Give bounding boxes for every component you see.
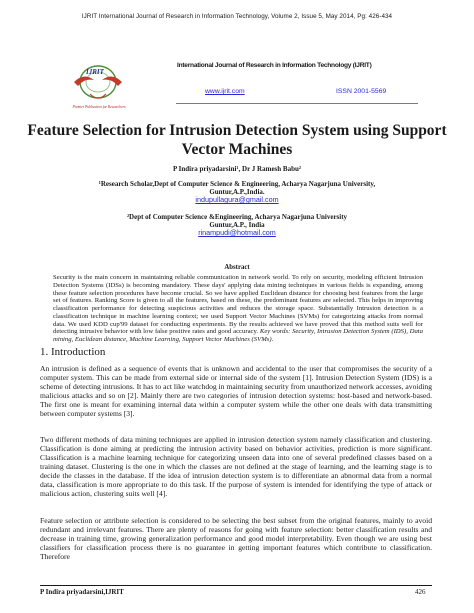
- affiliation-2-line-1: ²Dept of Computer Science &Engineering, Acharya Nagarjuna University: [126, 213, 348, 221]
- affiliation-1-line-1: ¹Research Scholar,Dept of Computer Science & Engineering, Acharya Nagarjuna University,: [98, 180, 376, 188]
- intro-paragraph-3: Feature selection or attribute selection is considered to be selecting the best subset from the original features, mainly to avoid redundant and irrelevant features. There are plenty of reasons for going with feature selection: better classification results and decrease in training time, growing generalization performance and good model interpretability. Even though we are using best classifiers for classification process there is no guarantee in getting important features which contribute to classification. Therefore: [40, 516, 432, 561]
- journal-issn: ISSN 2001-5569: [336, 88, 387, 95]
- header-rule: [176, 103, 418, 104]
- abstract-keywords: Key words: Security, Intrusion Detection System (IDS), Data mining, Euclidean distance, Machine Learning, Support Vector Machines (SVMs).: [53, 328, 423, 344]
- footer-rule: [40, 585, 432, 586]
- paper-title-line-2: Vector Machines: [181, 141, 293, 158]
- journal-name: International Journal of Research in Information Technology (IJRIT): [177, 62, 372, 69]
- affiliation-2-email-link[interactable]: rinampudi@hotmail.com: [198, 228, 276, 237]
- logo-caption: Premier Publication for Researchers: [72, 105, 126, 109]
- abstract-heading: Abstract: [224, 264, 250, 271]
- journal-url-link[interactable]: www.ijrit.com: [205, 88, 245, 95]
- logo-label: IJRIT: [86, 68, 104, 76]
- paper-title-line-1: Feature Selection for Intrusion Detection System using Support: [27, 122, 447, 139]
- affiliation-1-line-2: Guntur,A.P.,India.: [209, 188, 265, 196]
- affiliation-1-email-link[interactable]: indupullagura@gmail.com: [195, 195, 279, 204]
- section-heading-introduction: 1. Introduction: [40, 346, 106, 358]
- authors: P Indira priyadarsini¹, Dr J Ramesh Babu²: [173, 165, 301, 173]
- affiliation-1-email-row: [0, 196, 474, 204]
- affiliation-2-line-2: Guntur,A.P., India: [209, 221, 265, 229]
- footer-page-number: 426: [415, 588, 426, 596]
- running-head: IJRIT International Journal of Research in Information Technology, Volume 2, Issue 5, May 2014, Pg: 426-434: [81, 13, 393, 20]
- journal-logo: [70, 58, 126, 104]
- intro-paragraph-2: Two different methods of data mining techniques are applied in intrusion detection system namely classification and clustering. Classification is done aiming at predicting the intrusion activity based on behavior activities, prediction is more significant. Classification is a machine learning technique for categorizing unseen data into one of several predefined classes based on a training dataset. Clustering is the one in which the classes are not defined at the stage of learning, and the learning stage is to decide the classes in the database. If the idea of intrusion detection system is to differentiate an abnormal data from a normal data, classification is more appropriate to do this task. If the purpose of system is intended for identifying the type of attack or malicious action, clustering suits well [4].: [40, 435, 432, 498]
- footer-author: P Indira priyadarsini,IJRIT: [40, 588, 124, 596]
- affiliation-2-email-row: [0, 229, 474, 237]
- abstract-block: [53, 274, 423, 344]
- intro-paragraph-1: An intrusion is defined as a sequence of events that is unknown and accidental to the user that compromises the security of a computer system. This can be made from external side or internal side of the system [1]. Intrusion Detection System (IDS) is a scheme of detecting intrusions. It has to act like watchdog in maintaining security from unauthorized network accesses, avoiding malicious attacks and so on [2]. Mainly there are two categories of intrusion detection systems: host-based and network-based. The first one is meant for examining internal data within a computer system while the other one deals with data transmitting between computer systems [3].: [40, 364, 432, 418]
- abstract-body: Security is the main concern in maintaining reliable communication in network world. To rely on security, modeling efficient Intrusion Detection Systems (IDSs) is becoming mandatory. These days' applying data mining techniques in various fields is expanding, among these feature selection procedures have become crucial. So we have applied Euclidean distance for choosing best features from the large set of features. Ranking Score is given to all the features, based on these, the predominant features are selected. This helps in improving classification performance for detecting suspicious activities and reduces the storage space. Substantially Intrusion detection is a classification technique in machine learning context; we used Support Vector Machines (SVMs) for categorizing attacks from normal data. We used KDD cup'99 dataset for conducting experiments. By the results achieved we have proved that this method suits well for detecting intrusive behavior with low false positive rates and good accuracy.: [53, 274, 423, 336]
